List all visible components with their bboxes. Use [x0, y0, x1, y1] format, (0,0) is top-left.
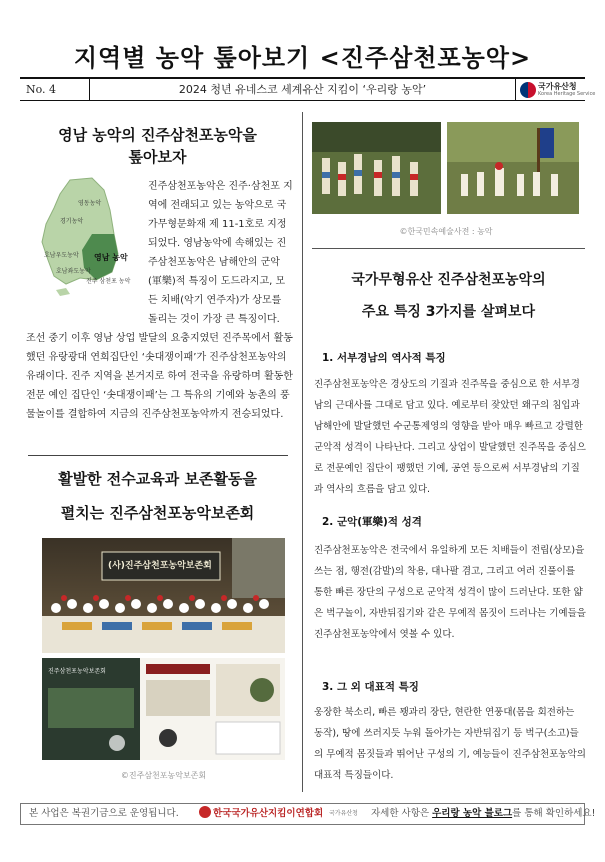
- blog-link[interactable]: 우리랑 농악 블로그: [432, 808, 513, 819]
- group-photo: [42, 538, 285, 653]
- right-heading-line1: 국가무형유산 진주삼천포농악의: [351, 272, 546, 288]
- footer-lottery-notice: 본 사업은 복권기금으로 운영됩니다.: [29, 808, 179, 819]
- column-divider: [302, 112, 303, 792]
- footer-bar: [20, 803, 596, 825]
- heritage-logo: [515, 79, 596, 101]
- sub-header-title: 2024 청년 유네스코 세계유산 지킴이 ‘우리랑 농악’: [178, 83, 427, 96]
- right-photo-credit: ©한국민속예술사전 : 농악: [399, 227, 493, 236]
- footer-org: [199, 804, 323, 824]
- right-heading-line2: 주요 특징 3가지를 살펴보다: [361, 304, 536, 320]
- org-logo-icon: [199, 806, 211, 818]
- history-paragraph: 조선 중기 이후 영남 상업 발달의 요충지였던 진주목에서 활동했던 유랑광대 연희집단인 ‘솟대쟁이패’가 진주삼천포농악의 유래이다. 진주 지역을 본거지로 하여 전국을 유랑하며 활동한 전문 예인 집단인 ‘솟대쟁이패’는 그 특유의 기예와 농촌의 풍물놀이를 결합하여 지금의 진주삼천포농악까지 전승되었다.: [26, 333, 293, 420]
- performance-photo-2-graphic: [447, 122, 579, 214]
- section1-title: 1. 서부경남의 역사적 특징: [322, 352, 446, 364]
- banner-text: (사)진주삼천포농악보존회: [108, 561, 212, 571]
- section1-text: 진주삼천포농악은 경상도의 기질과 진주목을 중심으로 한 서부경남의 근대사를 그대로 담고 있다. 예로부터 잦았던 왜구의 침입과 남해안에 발달했던 수군통제영의 영향을 받아 매우 빠르고 강렬한 군악적 성격이 나타난다. 그리고 상업이 발달했던 진주목을 중심으로 전문예인 집단이 팽했던 기예, 공연 등으로써 서부경남의 기질과 역사의 흐름을 담고 있다.: [314, 379, 586, 495]
- map-label-yeongdong: 영동농악: [78, 200, 102, 207]
- issue-number: No. 4: [20, 79, 90, 101]
- footer-org-name: 한국국가유산지킴이연합회: [213, 808, 324, 819]
- page-title: 지역별 농악 톺아보기 <진주삼천포농악>: [73, 44, 532, 72]
- map-label-gyeonggi: 경기농악: [60, 218, 84, 225]
- footer-small-org: 국가유산청: [329, 810, 358, 817]
- logo-subtext: Korea Heritage Service: [538, 91, 596, 97]
- performance-photo-1: [312, 122, 441, 214]
- website-title: 진주삼천포농악보존회: [48, 668, 106, 675]
- left-heading-line1: 영남 농악의 진주삼천포농악을: [58, 126, 257, 144]
- right-section-rule: [312, 248, 585, 249]
- footer-blog-pre: 자세한 사항은: [371, 808, 433, 819]
- map-label-honam-udo: 호남우도농악: [44, 252, 79, 259]
- korea-map: [30, 176, 142, 298]
- performance-photo-2: [447, 122, 579, 214]
- left-photo-credit: ©진주삼천포농악보존회: [120, 771, 207, 780]
- section3-title: 3. 그 외 대표적 특징: [322, 681, 419, 693]
- map-label-honam-jwado: 호남좌도농악: [56, 268, 91, 275]
- map-label-yeongnam: 영남 농악: [94, 253, 128, 262]
- sub-header-bar: [20, 79, 596, 101]
- performance-photo-1-graphic: [312, 122, 441, 214]
- website-screenshot: [42, 658, 285, 760]
- taegeuk-icon: [520, 82, 536, 98]
- group-photo-graphic: [42, 538, 285, 653]
- section2-title: 2. 군악(軍樂)적 성격: [322, 516, 422, 528]
- left-heading2-line1: 활발한 전수교육과 보존활동을: [58, 470, 257, 488]
- section2-text: 진주삼천포농악은 전국에서 유일하게 모든 치배들이 전립(상모)을 쓰는 점, 행전(감발)의 착용, 대나팔 겸고, 그리고 여러 진풀이를 통한 빠른 장단의 구성으로 군악적 성격이 많이 드러난다. 또한 얇은 벅구놀이, 자반뒤집기와 같은 무예적 몸짓이 드러나는 기예들을 진주삼천포농악에서 엿볼 수 있다.: [314, 545, 586, 640]
- footer-blog-post: 를 통해 확인하세요!: [512, 808, 596, 819]
- section3-text: 웅장한 북소리, 빠른 꽹과리 장단, 현란한 연풍대(몸을 회전하는 동작), 땅에 쓰러지듯 누워 돌아가는 자반뒤집기 등 벅구(소고)들의 무예적 몸짓들과 뛰어난 구성의 기, 예능들이 진주삼천포농악의 대표적 특징들이다.: [314, 707, 586, 781]
- left-section-rule: [28, 455, 288, 456]
- footer-blog-notice: [371, 804, 595, 824]
- logo-text: 국가유산청: [538, 82, 577, 91]
- left-heading-line2: 톺아보자: [128, 148, 187, 166]
- map-label-jinju: 진주 삼천포 농악: [86, 278, 131, 285]
- intro-paragraph: 진주삼천포농악은 진주·삼천포 지역에 전래되고 있는 농악으로 국가무형문화재 제 11-1호로 지정되었다. 영남농악에 속해있는 진주삼천포농악은 남해안의 군악(軍樂)적 특징이 도드라지고, 모든 치배(악기 연주자)가 상모를 돌리는 것이 가장 큰 특징이다.: [148, 181, 293, 325]
- left-heading2-line2: 펼치는 진주삼천포농악보존회: [60, 504, 255, 522]
